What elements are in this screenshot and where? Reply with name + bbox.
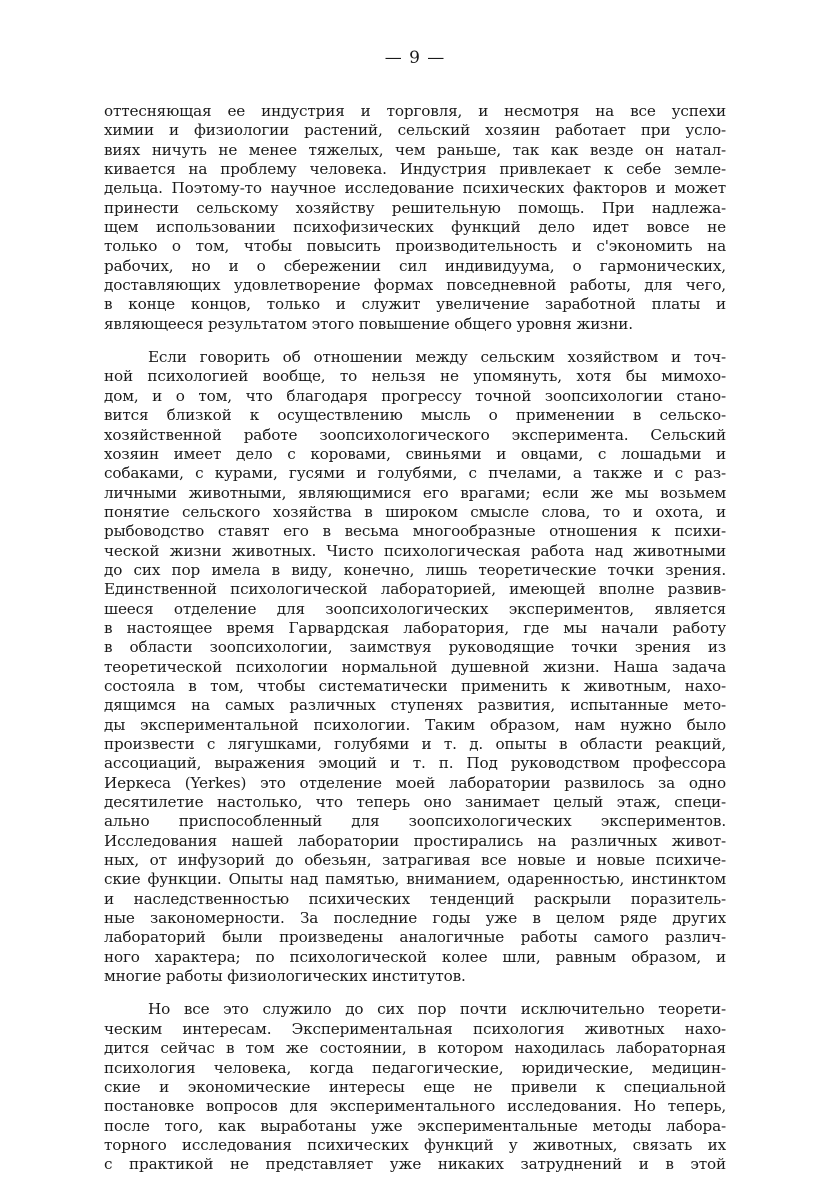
text-line: в настоящее время Гарвардская лаборатория, где мы начали работу xyxy=(104,618,726,637)
text-line: собаками, с курами, гусями и голубями, с пчелами, а также и с раз- xyxy=(104,464,726,483)
text-line: щем использовании психофизических функций дело идет вовсе не xyxy=(104,218,726,237)
text-line: хозяйственной работе зоопсихологического эксперимента. Сельский xyxy=(104,425,726,444)
text-line: Единственной психологической лабораторией, имеющей вполне развив- xyxy=(104,580,726,599)
text-line: вится близкой к осуществлению мысль о применении в сельско- xyxy=(104,406,726,425)
text-line: химии и физиологии растений, сельский хозяин работает при усло- xyxy=(104,121,726,140)
text-line: являющееся результатом этого повышение общего уровня жизни. xyxy=(104,314,633,333)
text-line: и наследственностью психических тенденций раскрыли поразитель- xyxy=(104,889,726,908)
text-line: Иеркеса (Yerkes) это отделение моей лаборатории развилось за одно xyxy=(104,773,726,792)
text-line: Но все это служило до сих пор почти исключительно теорети- xyxy=(148,1000,726,1019)
text-line: ческим интересам. Экспериментальная психология животных нахо- xyxy=(104,1019,726,1038)
text-line: десятилетие настолько, что теперь оно занимает целый этаж, специ- xyxy=(104,793,726,812)
text-line: лабораторий были произведены аналогичные работы самого различ- xyxy=(104,928,726,947)
text-line: постановке вопросов для экспериментального исследования. Но теперь, xyxy=(104,1097,726,1116)
text-line: дом, и о том, что благодаря прогрессу точной зоопсихологии стано- xyxy=(104,386,726,405)
text-line: ские и экономические интересы еще не привели к специальной xyxy=(104,1077,726,1096)
paragraph-3 xyxy=(104,1000,726,1174)
text-line: в конце концов, только и служит увеличение заработной платы и xyxy=(104,295,726,314)
text-line: ческой жизни животных. Чисто психологическая работа над животными xyxy=(104,541,726,560)
text-line: дельца. Поэтому-то научное исследование психических факторов и может xyxy=(104,179,726,198)
text-line: теоретической психологии нормальной душевной жизни. Наша задача xyxy=(104,657,726,676)
text-line: ные закономерности. За последние годы уже в целом ряде других xyxy=(104,909,726,928)
text-line: ных, от инфузорий до обезьян, затрагивая все новые и новые психиче- xyxy=(104,851,726,870)
text-line: ально приспособленный для зоопсихологических экспериментов. xyxy=(104,812,726,831)
text-line: ной психологией вообще, то нельзя не упомянуть, хотя бы мимохо- xyxy=(104,367,726,386)
text-line: торного исследования психических функций у животных, связать их xyxy=(104,1135,726,1154)
text-line: оттесняющая ее индустрия и торговля, и несмотря на все успехи xyxy=(104,102,726,120)
text-line: ного характера; по психологической колее шли, равным образом, и xyxy=(104,947,726,966)
text-line: дится сейчас в том же состоянии, в котором находилась лабораторная xyxy=(104,1039,726,1058)
text-line: ские функции. Опыты над памятью, вниманием, одаренностью, инстинктом xyxy=(104,870,726,889)
text-line: рыбоводство ставят его в весьма многообразные отношения к психи- xyxy=(104,522,726,541)
text-line: с практикой не представляет уже никаких затруднений и в этой xyxy=(104,1155,726,1174)
text-line: в области зоопсихологии, заимствуя руководящие точки зрения из xyxy=(104,638,726,657)
text-line: после того, как выработаны уже экспериментальные методы лабора- xyxy=(104,1116,726,1135)
text-line: только о том, чтобы повысить производительность и с'экономить на xyxy=(104,237,726,256)
text-line: виях ничуть не менее тяжелых, чем раньше, так как везде он натал- xyxy=(104,140,726,159)
text-line: ды экспериментальной психологии. Таким образом, нам нужно было xyxy=(104,715,726,734)
text-line: состояла в том, чтобы систематически применить к животным, нахо- xyxy=(104,676,726,695)
text-line: принести сельскому хозяйству решительную помощь. При надлежа- xyxy=(104,198,726,217)
text-line: психология человека, когда педагогические, юридические, медицин- xyxy=(104,1058,726,1077)
text-line: Исследования нашей лаборатории простирались на различных живот- xyxy=(104,831,726,850)
text-line: многие работы физиологических институтов. xyxy=(104,967,466,986)
text-line: понятие сельского хозяйства в широком смысле слова, то и охота, и xyxy=(104,502,726,521)
page-number: — 9 — xyxy=(384,48,446,68)
text-line: ассоциаций, выражения эмоций и т. п. Под руководством профессора xyxy=(104,754,726,773)
text-line: кивается на проблему человека. Индустрия привлекает к себе земле- xyxy=(104,160,726,179)
body-text xyxy=(104,102,726,1175)
text-line: до сих пор имела в виду, конечно, лишь теоретические точки зрения. xyxy=(104,560,726,579)
text-line: личными животными, являющимися его врагами; если же мы возьмем xyxy=(104,483,726,502)
text-line: дящимся на самых различных ступенях развития, испытанные мето- xyxy=(104,696,726,715)
text-line: доставляющих удовлетворение формах повседневной работы, для чего, xyxy=(104,276,726,295)
text-line: хозяин имеет дело с коровами, свиньями и овцами, с лошадьми и xyxy=(104,444,726,463)
document-page xyxy=(104,48,726,1174)
paragraph-1 xyxy=(104,102,726,334)
text-line: Если говорить об отношении между сельским хозяйством и точ- xyxy=(148,348,726,367)
text-line: произвести с лягушками, голубями и т. д. опыты в области реакций, xyxy=(104,735,726,753)
paragraph-2 xyxy=(104,348,726,986)
text-line: шееся отделение для зоопсихологических экспериментов, является xyxy=(104,599,726,618)
text-line: рабочих, но и о сбережении сил индивидуума, о гармонических, xyxy=(104,256,726,275)
